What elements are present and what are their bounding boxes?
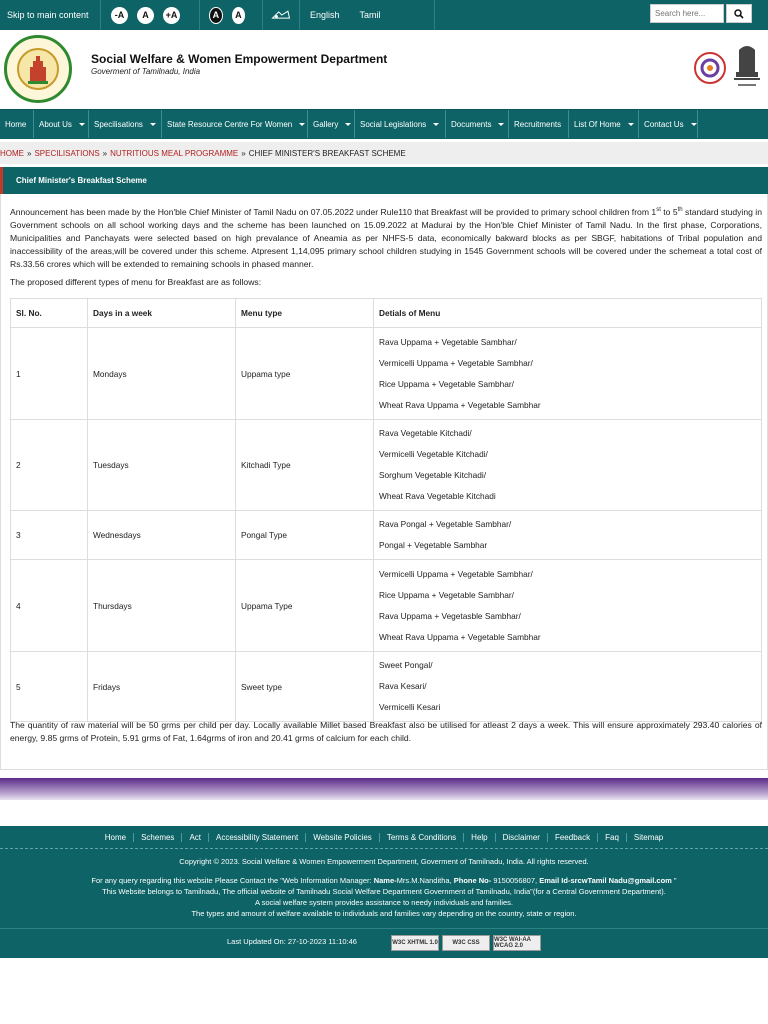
menu-item: Pongal + Vegetable Sambhar bbox=[379, 540, 488, 550]
contrast-controls bbox=[200, 0, 263, 30]
row-number: 2 bbox=[11, 420, 88, 511]
decorative-band bbox=[0, 778, 768, 800]
row-menu-type: Pongal Type bbox=[236, 511, 374, 560]
footer-link-faq[interactable]: Faq bbox=[597, 833, 626, 842]
menu-item: Vermicelli Uppama + Vegetable Sambhar/ bbox=[379, 568, 533, 579]
row-menu-type: Uppama type bbox=[236, 328, 374, 420]
tamilnadu-emblem-logo[interactable] bbox=[4, 35, 72, 103]
row-day: Wednesdays bbox=[88, 511, 236, 560]
lang-tamil-link[interactable]: Tamil bbox=[359, 10, 381, 20]
caret-down-icon bbox=[691, 123, 697, 126]
nav-social-legislations[interactable] bbox=[355, 110, 446, 138]
breadcrumb-separator: » bbox=[27, 148, 32, 158]
lang-english-link[interactable]: English bbox=[310, 10, 340, 20]
name-label: Name- bbox=[373, 876, 397, 885]
caret-down-icon bbox=[628, 123, 634, 126]
menu-item: Wheat Rava Uppama + Vegetable Sambhar bbox=[379, 631, 541, 642]
skip-label: Skip to main content bbox=[7, 10, 89, 20]
menu-intro-paragraph: The proposed different types of menu for Breakfast are as follows: bbox=[10, 277, 262, 287]
nav-state-resource-centre[interactable] bbox=[162, 110, 308, 138]
copyright-text: Copyright © 2023. Social Welfare & Women Empowerment Department, Goverment of Tamilnadu, India. All rights reserved. bbox=[179, 857, 589, 866]
national-emblem-logo bbox=[730, 42, 764, 92]
department-title: Social Welfare & Women Empowerment Department bbox=[91, 52, 388, 66]
footer-link-terms[interactable]: Terms & Conditions bbox=[379, 833, 463, 842]
table-row bbox=[11, 420, 762, 511]
nav-recruitments[interactable] bbox=[509, 110, 569, 138]
search-form bbox=[650, 4, 752, 23]
menu-item: Rava Kesari/ bbox=[379, 681, 427, 691]
breadcrumb bbox=[0, 142, 768, 164]
superscript: th bbox=[677, 207, 683, 213]
ownership-text: This Website belongs to Tamilnadu, The official website of Tamilnadu Social Welfare Department Government of Tamilnadu, India"(for a Central Government Department). bbox=[102, 887, 666, 896]
row-day: Fridays bbox=[88, 652, 236, 722]
row-number: 1 bbox=[11, 328, 88, 420]
footer-link-home[interactable]: Home bbox=[104, 832, 127, 842]
w3c-wcag-badge[interactable]: W3C WAI-AA WCAG 2.0 bbox=[493, 935, 541, 951]
search-icon bbox=[734, 9, 744, 19]
nav-documents[interactable] bbox=[446, 110, 509, 138]
row-menu-type: Kitchadi Type bbox=[236, 420, 374, 511]
breadcrumb-specilisations[interactable]: SPECILISATIONS bbox=[34, 148, 100, 158]
row-day: Tuesdays bbox=[88, 420, 236, 511]
nav-specilisations[interactable] bbox=[89, 110, 162, 138]
main-content bbox=[0, 194, 768, 770]
row-number: 5 bbox=[11, 652, 88, 722]
nav-list-of-home[interactable] bbox=[569, 110, 639, 138]
row-day: Mondays bbox=[88, 328, 236, 420]
section-header bbox=[0, 167, 768, 194]
table-row bbox=[11, 511, 762, 560]
contact-text: " bbox=[671, 876, 677, 885]
contact-line: For any query regarding this website Please Contact the "Web Information Manager: Name-Mrs.M.Nanditha, Phone No- 9150056807, Email Id-srcwTamil Nadu@gmail.com " bbox=[91, 876, 677, 885]
contact-name: Mrs.M.Nanditha bbox=[396, 876, 450, 885]
footer-link-accessibility[interactable]: Accessibility Statement bbox=[208, 833, 305, 842]
row-menu-details bbox=[374, 560, 762, 652]
row-number: 3 bbox=[11, 511, 88, 560]
nav-label: Home bbox=[5, 119, 27, 129]
nav-label: Social Legislations bbox=[360, 119, 427, 129]
breadcrumb-separator: » bbox=[102, 148, 108, 158]
footer-link-act[interactable]: Act bbox=[181, 833, 208, 842]
table-header: Detials of Menu bbox=[374, 299, 762, 328]
intro-text: standard studying in Government schools on all school working days and the scheme has been launched on 15.09.2022 at Madurai by the Hon'ble Chief Minister of Tamil Nadu. In the first phase, Corporations, Municipalities and Panchayats were selected based on high prevalance of Aneamia as per NHFS-5 data, economically bakward blocks as per SBGF, habitations of Tribal population and inaccessibility of the areas,will be covered under this scheme. Atpresent 1,14,095 primary school children studying in 1545 Government schools will be covered under the schemeat a total cost of Rs.33.56 crores which will be extended to remaining schools in phased manner. bbox=[10, 206, 762, 269]
menu-item: Rava Uppama + Vegetasble Sambhar/ bbox=[379, 610, 521, 621]
search-input[interactable] bbox=[650, 4, 724, 23]
w3c-css-badge[interactable]: W3C CSS bbox=[442, 935, 490, 951]
w3c-xhtml-badge[interactable]: W3C XHTML 1.0 bbox=[391, 935, 439, 951]
breadcrumb-nutritious-meal[interactable]: NUTRITIOUS MEAL PROGRAMME bbox=[110, 148, 239, 158]
breadcrumb-home[interactable]: HOME bbox=[0, 148, 24, 158]
normal-contrast-button[interactable]: A bbox=[232, 7, 245, 24]
nav-home[interactable] bbox=[0, 110, 34, 138]
row-menu-details bbox=[374, 328, 762, 420]
caret-down-icon bbox=[345, 123, 351, 126]
menu-item: Sorghum Vegetable Kitchadi/ bbox=[379, 470, 487, 480]
caret-down-icon bbox=[498, 123, 504, 126]
contact-phone: 9150056807, bbox=[491, 876, 540, 885]
table-row bbox=[11, 652, 762, 722]
screen-reader-link[interactable] bbox=[263, 0, 300, 30]
system-text: A social welfare system provides assistance to needy individuals and families. bbox=[254, 898, 514, 907]
contact-text: For any query regarding this website Please Contact the "Web Information Manager: bbox=[91, 876, 374, 885]
font-decrease-button[interactable]: -A bbox=[111, 7, 128, 24]
menu-item: Rava Vegetable Kitchadi/ bbox=[379, 428, 472, 438]
nav-label: Recruitments bbox=[514, 119, 562, 129]
nav-label: Specilisations bbox=[94, 119, 143, 129]
types-text: The types and amount of welfare available to individuals and families vary depending on the country, state or region. bbox=[191, 909, 577, 918]
nav-label: State Resource Centre For Women bbox=[167, 119, 293, 129]
table-header-row bbox=[11, 299, 762, 328]
footer-link-feedback[interactable]: Feedback bbox=[547, 833, 597, 842]
page-title: Chief Minister's Breakfast Scheme bbox=[16, 176, 147, 185]
caret-down-icon bbox=[433, 123, 439, 126]
font-normal-button[interactable]: A bbox=[137, 7, 154, 24]
intro-text: Announcement has been made by the Hon'ble Chief Minister of Tamil Nadu on 07.05.2022 under Rule110 that Breakfast will be provided to primary school children from 1 bbox=[10, 206, 657, 217]
screen-reader-icon bbox=[271, 8, 291, 22]
menu-item: Sweet Pongal/ bbox=[379, 660, 433, 670]
caret-down-icon bbox=[150, 123, 156, 126]
table-row bbox=[11, 328, 762, 420]
menu-item: Vermicelli Vegetable Kitchadi/ bbox=[379, 449, 488, 459]
intro-text: to 5 bbox=[660, 206, 678, 217]
last-updated: Last Updated On: 27-10-2023 11:10:46 bbox=[227, 937, 357, 946]
row-menu-type: Uppama Type bbox=[236, 560, 374, 652]
footer-link-sitemap[interactable]: Sitemap bbox=[626, 833, 670, 842]
footer-link-schemes[interactable]: Schemes bbox=[133, 833, 181, 842]
table-row bbox=[11, 560, 762, 652]
swwed-logo bbox=[694, 52, 726, 84]
main-navigation bbox=[0, 109, 768, 139]
footer-link-disclaimer[interactable]: Disclaimer bbox=[495, 833, 547, 842]
government-subtitle: Goverment of Tamilnadu, India bbox=[91, 67, 201, 76]
language-switcher bbox=[300, 0, 435, 30]
table-header: Sl. No. bbox=[11, 299, 88, 328]
nav-about-us[interactable] bbox=[34, 110, 89, 138]
menu-item: Rice Uppama + Vegetable Sambhar/ bbox=[379, 378, 514, 389]
phone-label: Phone No- bbox=[453, 876, 492, 885]
high-contrast-button[interactable]: A bbox=[209, 7, 223, 24]
search-button[interactable] bbox=[726, 4, 752, 23]
footer-info bbox=[0, 848, 768, 928]
contact-email: Email Id-srcwTamil Nadu@gmail.com bbox=[539, 876, 672, 885]
top-utility-bar bbox=[0, 0, 768, 30]
row-menu-details bbox=[374, 652, 762, 722]
nav-label: About Us bbox=[39, 119, 72, 129]
font-size-controls bbox=[101, 0, 200, 30]
footer-links bbox=[0, 826, 768, 848]
nav-label: Documents bbox=[451, 119, 492, 129]
nutrition-paragraph: The quantity of raw material will be 50 grms per child per day. Locally available Millet based Breakfast also be utilised for atleast 2 days a week. This will ensure approximately 293.40 calories of energy, 9.85 grms of Protein, 5.91 grms of Fat, 1.64grms of iron and 20.41 grms of calcium for each child. bbox=[10, 720, 762, 743]
nav-label: Gallery bbox=[313, 119, 339, 129]
nav-contact-us[interactable] bbox=[639, 110, 698, 138]
menu-item: Rice Uppama + Vegetable Sambhar/ bbox=[379, 589, 514, 600]
caret-down-icon bbox=[79, 123, 85, 126]
menu-item: Wheat Rava Vegetable Kitchadi bbox=[379, 491, 496, 501]
table-header: Days in a week bbox=[88, 299, 236, 328]
row-number: 4 bbox=[11, 560, 88, 652]
caret-down-icon bbox=[299, 123, 305, 126]
site-header bbox=[0, 30, 768, 109]
menu-item: Rava Pongal + Vegetable Sambhar/ bbox=[379, 519, 512, 529]
row-menu-details bbox=[374, 511, 762, 560]
skip-to-main-link[interactable] bbox=[0, 0, 101, 30]
breadcrumb-current: CHIEF MINISTER'S BREAKFAST SCHEME bbox=[248, 148, 406, 158]
superscript: st bbox=[656, 207, 661, 213]
breakfast-menu-table bbox=[10, 298, 762, 722]
font-increase-button[interactable]: +A bbox=[163, 7, 180, 24]
menu-item: Rava Uppama + Vegetable Sambhar/ bbox=[379, 336, 517, 347]
footer-link-help[interactable]: Help bbox=[463, 833, 494, 842]
menu-item: Vermicelli Kesari bbox=[379, 702, 441, 712]
breadcrumb-separator: » bbox=[241, 148, 246, 158]
nav-gallery[interactable] bbox=[308, 110, 355, 138]
temple-icon bbox=[16, 47, 60, 91]
nav-label: List Of Home bbox=[574, 119, 621, 129]
row-menu-details bbox=[374, 420, 762, 511]
footer-bottom bbox=[0, 928, 768, 958]
menu-item: Wheat Rava Uppama + Vegetable Sambhar bbox=[379, 399, 541, 410]
nav-label: Contact Us bbox=[644, 119, 684, 129]
footer-link-website-policies[interactable]: Website Policies bbox=[305, 833, 379, 842]
table-header: Menu type bbox=[236, 299, 374, 328]
announcement-paragraph bbox=[10, 204, 762, 271]
row-day: Thursdays bbox=[88, 560, 236, 652]
row-menu-type: Sweet type bbox=[236, 652, 374, 722]
menu-item: Vermicelli Uppama + Vegetable Sambhar/ bbox=[379, 357, 533, 368]
